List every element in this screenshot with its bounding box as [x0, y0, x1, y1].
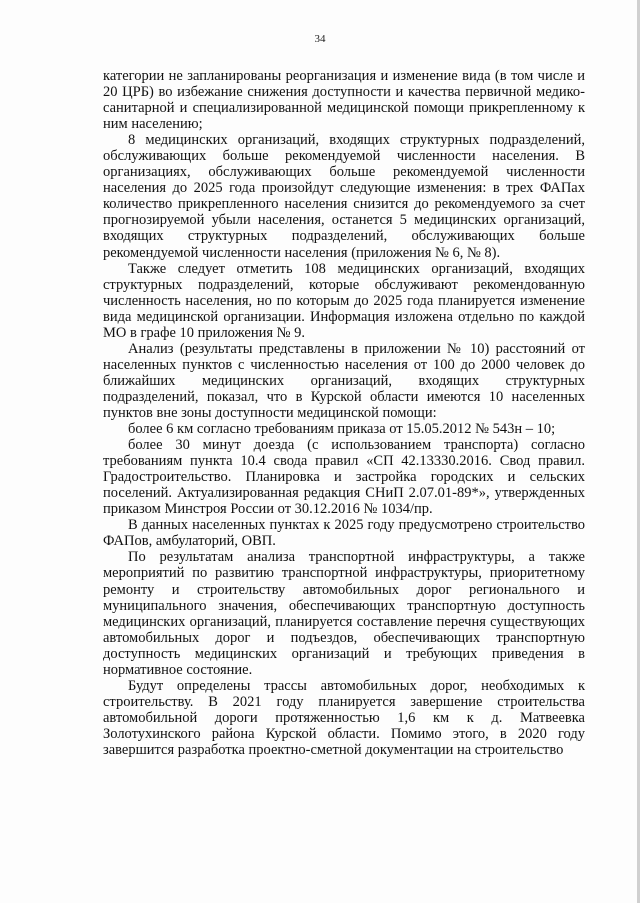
paragraph-continuation: категории не запланированы реорганизация и изменение вида (в том числе и 20 ЦРБ) во избежание снижения доступности и качества первичной медико-санитарной и специализированной медицинской помощи прикрепленному к ним населению;: [103, 68, 585, 133]
paragraph-transport-analysis: По результатам анализа транспортной инфраструктуры, а также мероприятий по развитию транспортной инфраструктуры, приоритетному ремонту и строительству автомобильных дорог регионального и муниципального значения, обеспечивающих транспортную доступность медицинских организаций, планируется составление перечня существующих автомобильных дорог и подъездов, обеспечивающих транспортную доступность медицинских организаций и требующих приведения в нормативное состояние.: [103, 549, 585, 678]
paragraph-construction-plan: В данных населенных пунктах к 2025 году предусмотрено строительство ФАПов, амбулаторий, ОВП.: [103, 517, 585, 550]
paragraph-road-construction: Будут определены трассы автомобильных дорог, необходимых к строительству. В 2021 году планируется завершение строительства автомобильной дороги протяженностью 1,6 км к д. Матвеевка Золотухинского района Курской области. Помимо этого, в 2020 году завершится разработка проектно-сметной документации на строительство: [103, 677, 585, 758]
paragraph-108-organizations: Также следует отметить 108 медицинских организаций, входящих структурных подразделений, которые обслуживают рекомендованную численность населения, но по которым до 2025 года планируется изменение вида медицинской организации. Информация изложена отдельно по каждой МО в графе 10 приложения № 9.: [103, 260, 585, 341]
paragraph-30min-criterion: более 30 минут доезда (с использованием транспорта) согласно требованиям пункта 10.4 свода правил «СП 42.13330.2016. Свод правил. Градостроительство. Планировка и застройка городских и сельских поселений. Актуализированная редакция СНиП 2.07.01-89*», утвержденных приказом Минстроя России от 30.12.2016 № 1034/пр.: [103, 437, 585, 518]
document-body: [103, 68, 585, 758]
paragraph-oversized-organizations: 8 медицинских организаций, входящих структурных подразделений, обслуживающих больше рекомендуемой численности населения. В организациях, обслуживающих больше рекомендуемой численности населения до 2025 года произойдут следующие изменения: в трех ФАПах количество прикрепленного населения снизится до рекомендуемого за счет прогнозируемой убыли населения, останется 5 медицинских организаций, входящих структурных подразделений, обслуживающих больше рекомендуемой численности населения (приложения № 6, № 8).: [103, 132, 585, 261]
paragraph-distance-analysis: Анализ (результаты представлены в приложении № 10) расстояний от населенных пунктов с численностью населения от 100 до 2000 человек до ближайших медицинских организаций, входящих структурных подразделений, показал, что в Курской области имеются 10 населенных пунктов вне зоны доступности медицинской помощи:: [103, 340, 585, 421]
paragraph-6km-criterion: более 6 км согласно требованиям приказа от 15.05.2012 № 543н – 10;: [128, 421, 556, 438]
page-number: 34: [314, 33, 326, 45]
